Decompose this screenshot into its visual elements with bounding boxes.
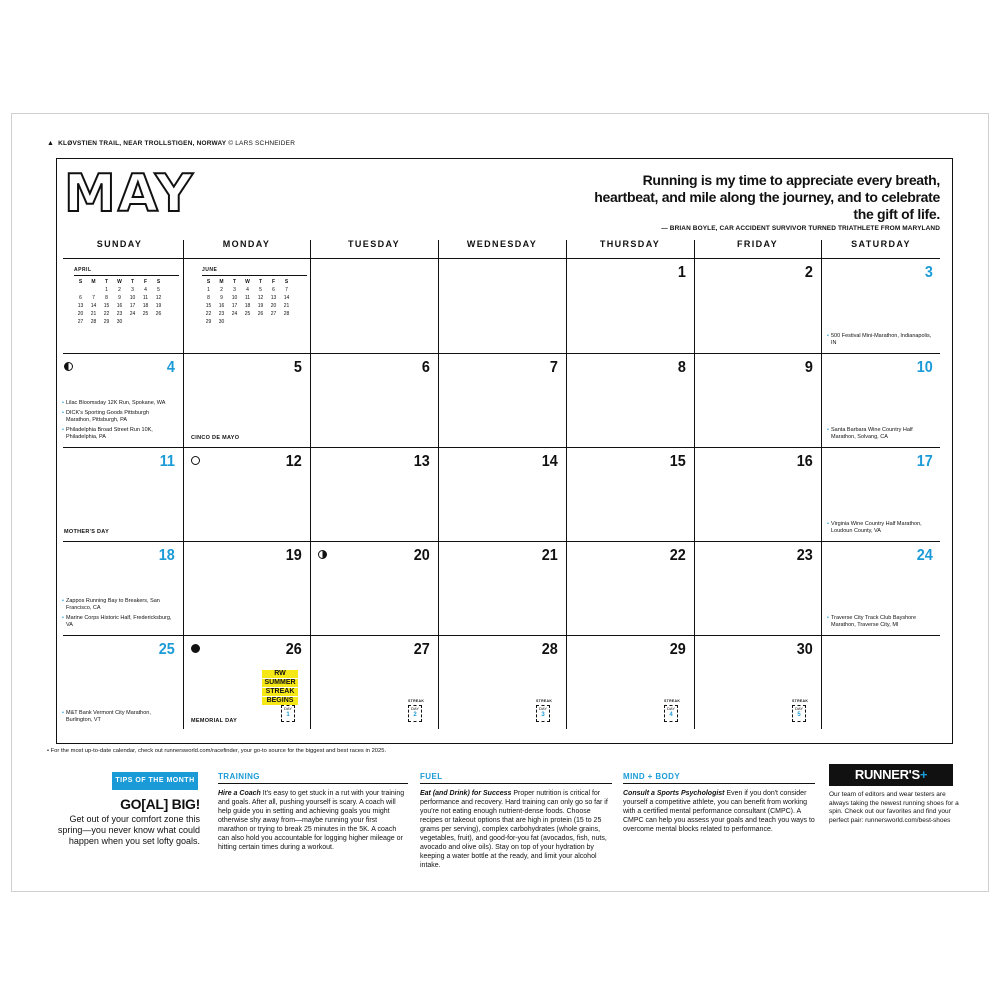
triangle-icon: ▲ [47,140,55,147]
footnote: • For the most up-to-date calendar, check out runnersworld.com/racefinder, your go-to source for the biggest and best races in 2025. [47,748,387,754]
streak-day-number: 3 [541,712,545,718]
mini-day: 10 [231,295,238,301]
streak-day-number: 2 [413,712,417,718]
mini-day: 4 [246,287,249,293]
photo-copyright: © LARS SCHNEIDER [228,140,296,147]
streak-banner-line: RW [262,670,298,678]
mini-day: 7 [92,295,95,301]
mini-day: 26 [155,311,162,317]
photo-credit [47,140,295,147]
mini-day: 17 [129,303,136,309]
day-cell-20[interactable] [310,541,438,635]
mini-calendar-title: JUNE [202,266,307,276]
mini-weekday: T [232,279,237,285]
mini-weekday: W [245,279,250,285]
dow-saturday: SATURDAY [851,239,911,249]
day-cell-9[interactable] [694,353,821,447]
mini-day: 28 [283,311,290,317]
logo-plus: + [919,767,928,782]
streak-label: STREAK [664,699,681,703]
tip-body: Even if you don't consider yourself a competitive athlete, you can benefit from working with a certified mental performance consultant (CMPC). A CMPC can help you assess your goals and teach you ways to overcome mental blocks related to performance. [623,790,815,833]
day-cell-11[interactable] [56,447,183,541]
mini-day: 11 [142,295,149,301]
mini-weekday: T [104,279,109,285]
mini-weekday: F [143,279,148,285]
day-cell-2[interactable] [694,258,821,353]
mini-day: 20 [77,311,84,317]
streak-day-box[interactable] [792,705,806,722]
mini-day [152,318,165,326]
mini-day [87,286,100,294]
mini-day: 1 [207,287,210,293]
mini-day: 4 [144,287,147,293]
mini-day: 20 [270,303,277,309]
mini-day: 16 [116,303,123,309]
event-list [62,595,172,629]
mini-day: 5 [259,287,262,293]
mini-day: 24 [231,311,238,317]
day-number: 18 [158,547,175,564]
day-number: 17 [916,453,933,470]
mini-calendar-june [202,266,307,326]
streak-day-label: DAY [411,706,419,711]
day-cell-1[interactable] [566,258,694,353]
quote-text: Running is my time to appreciate every breath, heartbeat, and mile along the journey, and to celebrate the gift of life. [594,172,940,222]
tip-body: Proper nutrition is critical for performance and recovery. Hard training can only go so far if you're not eating enough nutrient-dense foods. Choose recipes or takeout options that are high in protein (15 to 25 grams per serving), complex carbohydrates (whole grains, vegetables, fruit), and good-for-you fat (avocados, fish, nuts, avocado and olive oils). Stay on top of your hydration by keeping a water bottle at the ready, and limit your alcohol intake. [420,790,608,869]
mini-day: 10 [129,295,136,301]
race-event: • M&T Bank Vermont City Marathon, Burlington, VT [62,710,172,724]
day-cell-23[interactable] [694,541,821,635]
day-number: 28 [541,641,558,658]
tip-title: TRAINING [218,772,408,784]
day-number: 14 [541,453,558,470]
mini-day: 27 [270,311,277,317]
moon-phase-icon [318,550,327,559]
streak-banner-line: STREAK [262,688,298,696]
mini-day: 29 [205,319,212,325]
day-number: 1 [677,264,686,281]
tips-title: GO[AL] BIG! [120,796,200,812]
day-number: 15 [669,453,686,470]
mini-day: 17 [231,303,238,309]
mini-weekday: S [78,279,83,285]
day-number: 22 [669,547,686,564]
race-event: • Philadelphia Broad Street Run 10K, Philadelphia, PA [62,427,172,441]
race-event: • Traverse City Track Club Bayshore Marathon, Traverse City, MI [827,615,937,629]
event-list [62,397,172,441]
mini-weekday: M [91,279,96,285]
mini-weekday: W [117,279,122,285]
runners-plus-text [829,791,959,825]
runners-plus-logo [829,764,953,786]
moon-phase-icon [191,456,200,465]
mini-day: 23 [218,311,225,317]
mini-day: 15 [103,303,110,309]
mini-day: 3 [233,287,236,293]
day-number: 3 [924,264,933,281]
race-event: • Virginia Wine Country Half Marathon, Loudoun County, VA [827,521,937,535]
day-number: 13 [413,453,430,470]
mini-day: 11 [244,295,251,301]
mini-day [139,318,152,326]
dow-friday: FRIDAY [736,239,779,249]
day-number: 2 [804,264,813,281]
streak-day-number: 5 [797,712,801,718]
streak-day-number: 4 [669,712,673,718]
streak-label: STREAK [792,699,809,703]
streak-day-box[interactable] [408,705,422,722]
race-event: • DICK's Sporting Goods Pittsburgh Marathon, Pittsburgh, PA [62,410,172,424]
race-event: • Zappos Running Bay to Breakers, San Francisco, CA [62,598,172,612]
mini-day: 15 [205,303,212,309]
mini-day: 5 [157,287,160,293]
streak-label: STREAK [408,699,425,703]
day-number: 8 [677,359,686,376]
event-list [827,518,937,535]
day-cell-12[interactable] [183,447,310,541]
mini-day: 13 [77,303,84,309]
holiday-label: CINCO DE MAYO [191,435,240,441]
dow-monday: MONDAY [222,239,271,249]
day-cell-15[interactable] [566,447,694,541]
mini-weekday: T [258,279,263,285]
mini-day: 13 [270,295,277,301]
mini-day: 24 [129,311,136,317]
streak-day-label: DAY [667,706,675,711]
day-cell-14[interactable] [438,447,566,541]
mini-day: 16 [218,303,225,309]
mini-weekday: M [219,279,224,285]
photo-location: KLØVSTIEN TRAIL, NEAR TROLLSTIGEN, NORWAY [58,140,227,147]
mini-day: 27 [77,319,84,325]
mini-day: 30 [116,319,123,325]
mini-day: 30 [218,319,225,325]
tip-mind-body [623,772,815,834]
mini-day: 2 [220,287,223,293]
summer-streak-banner [262,670,298,706]
day-number: 9 [804,359,813,376]
mini-day: 28 [90,319,97,325]
mini-day: 22 [103,311,110,317]
day-number: 4 [166,359,175,376]
day-number: 5 [293,359,302,376]
streak-banner-line: BEGINS [262,697,298,705]
day-cell-21[interactable] [438,541,566,635]
mini-day [74,286,87,294]
mini-day: 6 [79,295,82,301]
day-cell-10[interactable] [821,353,941,447]
tip-title: MIND + BODY [623,772,815,784]
day-cell-7[interactable] [438,353,566,447]
mini-day: 26 [257,311,264,317]
day-number: 23 [796,547,813,564]
day-number: 12 [285,453,302,470]
mini-day: 12 [155,295,162,301]
streak-banner-line: SUMMER [262,679,298,687]
mini-day: 12 [257,295,264,301]
mini-day: 9 [118,295,121,301]
day-cell-13[interactable] [310,447,438,541]
day-number: 20 [413,547,430,564]
race-event: • Santa Barbara Wine Country Half Marathon, Solvang, CA [827,427,937,441]
day-cell-16[interactable] [694,447,821,541]
streak-day-box[interactable] [536,705,550,722]
mini-day: 19 [257,303,264,309]
quote-block [580,172,940,232]
day-cell-6[interactable] [310,353,438,447]
streak-day-box[interactable] [281,705,295,722]
dow-tuesday: TUESDAY [348,239,400,249]
tip-heading: Hire a Coach [218,790,261,797]
day-cell-18[interactable] [56,541,183,635]
runners-plus-link[interactable]: runnersworld.com/best-shoes [865,816,951,824]
dow-thursday: THURSDAY [599,239,661,249]
race-event: • Lilac Bloomsday 12K Run, Spokane, WA [62,400,172,407]
event-list [62,707,172,724]
mini-day: 9 [220,295,223,301]
day-cell-8[interactable] [566,353,694,447]
mini-day: 6 [272,287,275,293]
day-number: 10 [916,359,933,376]
event-list [827,424,937,441]
mini-day: 8 [105,295,108,301]
mini-day [126,318,139,326]
mini-calendar-title: APRIL [74,266,179,276]
streak-label: STREAK [536,699,553,703]
mini-weekday: T [130,279,135,285]
mini-day [241,318,254,326]
mini-day: 7 [285,287,288,293]
tip-fuel [420,772,612,870]
dow-wednesday: WEDNESDAY [466,239,538,249]
event-list [827,612,937,629]
mini-day: 18 [244,303,251,309]
mini-day [280,318,293,326]
streak-day-box[interactable] [664,705,678,722]
streak-day-number: 1 [286,712,290,718]
moon-phase-icon [64,362,73,371]
mini-day: 25 [142,311,149,317]
quote-attribution: — BRIAN BOYLE, CAR ACCIDENT SURVIVOR TURNED TRIATHLETE FROM MARYLAND [661,225,940,232]
day-number: 26 [285,641,302,658]
day-cell-24[interactable] [821,541,941,635]
day-number: 25 [158,641,175,658]
mini-weekday: S [156,279,161,285]
tip-body: It's easy to get stuck in a rut with your training and goals. After all, pushing yourself is scary. A coach will help guide you in setting and achieving goals you might otherwise shy away from—maybe running your first marathon or trying to break 25 minutes in the 5K. A coach can also hold you accountable for logging higher mileage or hitting certain times during a workout. [218,790,405,851]
day-number: 24 [916,547,933,564]
mini-calendar-grid [202,278,293,326]
mini-day: 21 [90,311,97,317]
tip-heading: Consult a Sports Psychologist [623,790,725,797]
mini-day [228,318,241,326]
day-cell-19[interactable] [183,541,310,635]
mini-day: 2 [118,287,121,293]
mini-weekday: S [284,279,289,285]
mini-day: 14 [283,295,290,301]
day-cell-4[interactable] [56,353,183,447]
race-event: • 500 Festival Mini-Marathon, Indianapolis, IN [827,333,937,347]
day-cell-22[interactable] [566,541,694,635]
mini-day: 21 [283,303,290,309]
mini-day: 23 [116,311,123,317]
mini-day: 1 [105,287,108,293]
holiday-label: MOTHER'S DAY [64,529,110,535]
holiday-label: MEMORIAL DAY [191,718,238,724]
tip-title: FUEL [420,772,612,784]
mini-day: 8 [207,295,210,301]
tips-text: Get out of your comfort zone this spring—you never know what could happen when you set lofty goals. [57,814,200,846]
tip-training [218,772,408,852]
day-number: 29 [669,641,686,658]
day-number: 21 [541,547,558,564]
mini-day [267,318,280,326]
day-number: 27 [413,641,430,658]
moon-phase-icon [191,644,200,653]
mini-calendar-grid [74,278,165,326]
tip-heading: Eat (and Drink) for Success [420,790,512,797]
mini-day: 19 [155,303,162,309]
event-list [827,330,937,347]
mini-day: 3 [131,287,134,293]
mini-day: 14 [90,303,97,309]
dow-sunday: SUNDAY [96,239,143,249]
day-number: 7 [549,359,558,376]
day-cell-3[interactable] [821,258,941,353]
logo-text: RUNNER'S [854,767,920,782]
day-cell-5[interactable] [183,353,310,447]
mini-day: 25 [244,311,251,317]
streak-day-label: DAY [795,706,803,711]
streak-day-label: DAY [539,706,547,711]
runners-plus-body: Our team of editors and wear testers are always taking the newest running shoes for a spin. Check out our favorites and find your perfect pair: [829,791,959,824]
day-number: 6 [421,359,430,376]
mini-weekday: F [271,279,276,285]
mini-day [254,318,267,326]
streak-day-label: DAY [284,706,292,711]
mini-weekday: S [206,279,211,285]
day-cell-25[interactable] [56,635,183,730]
day-number: 11 [159,453,175,470]
mini-day: 18 [142,303,149,309]
day-number: 30 [796,641,813,658]
mini-day: 22 [205,311,212,317]
mini-calendar-april [74,266,179,326]
race-event: • Marine Corps Historic Half, Fredericksburg, VA [62,615,172,629]
day-number: 19 [285,547,302,564]
month-title: MAY [64,164,195,224]
tips-label: TIPS OF THE MONTH [112,772,198,790]
mini-day: 29 [103,319,110,325]
day-number: 16 [796,453,813,470]
day-cell-17[interactable] [821,447,941,541]
